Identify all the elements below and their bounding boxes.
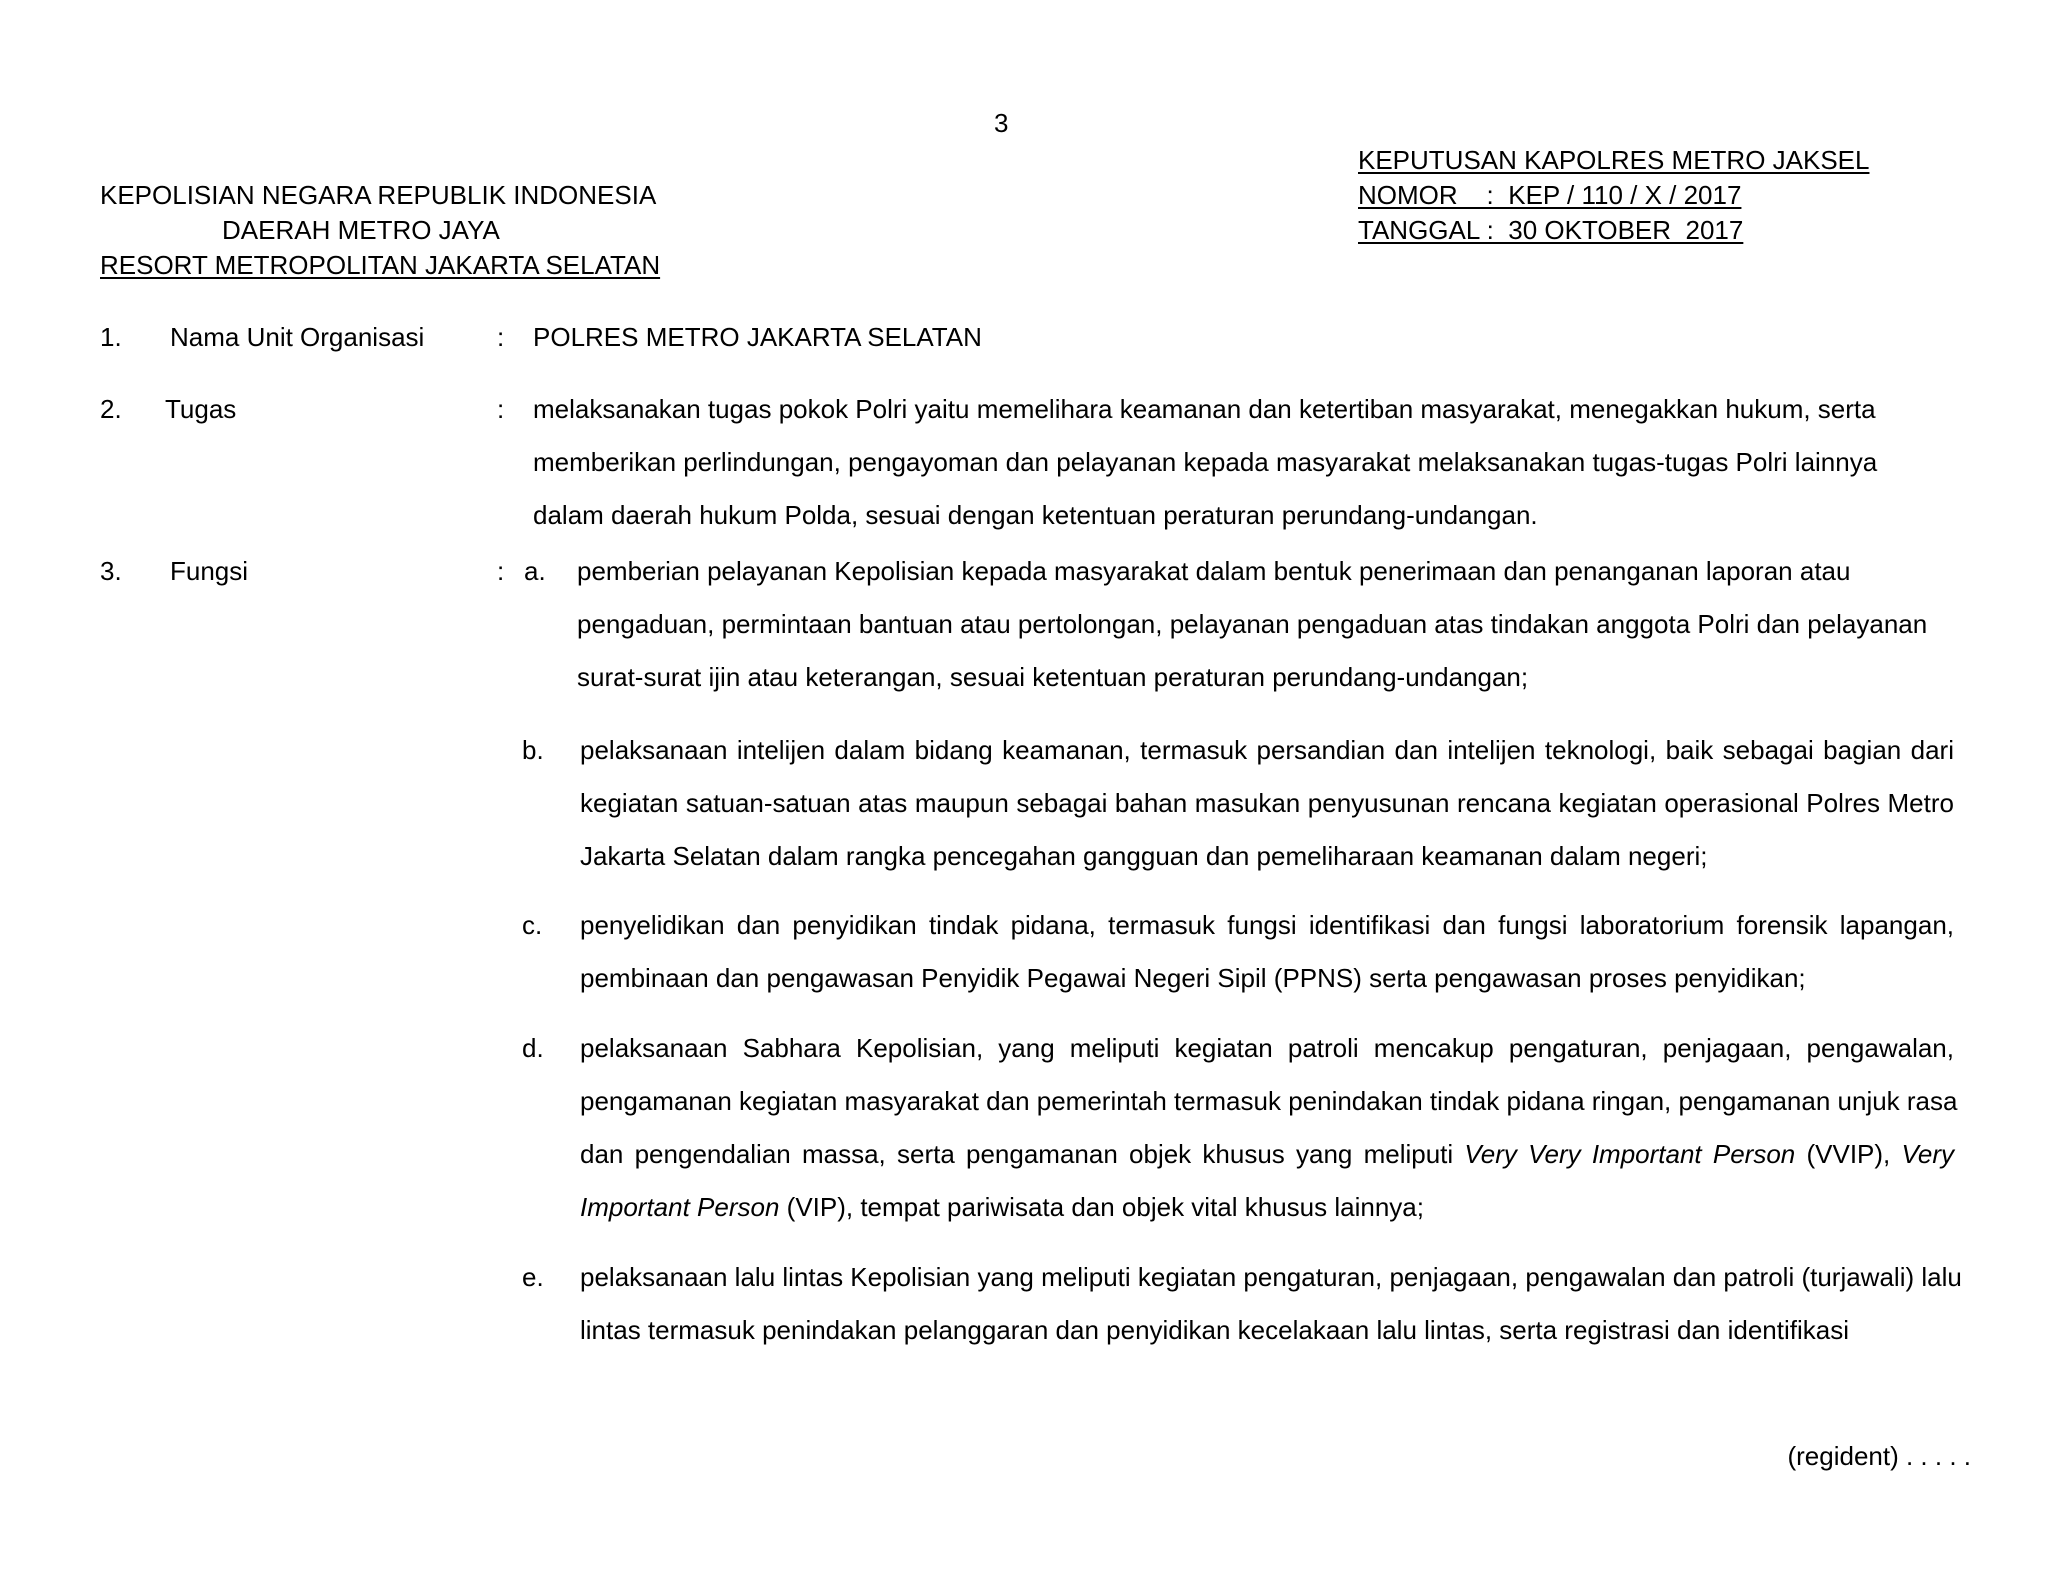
institution-name: KEPOLISIAN NEGARA REPUBLIK INDONESIA: [100, 180, 657, 210]
item-label: Nama Unit Organisasi: [170, 322, 425, 352]
text-segment: dan pengendalian massa, serta pengamanan objek khusus yang meliputi: [580, 1139, 1465, 1169]
function-text-line: pemberian pelayanan Kepolisian kepada masyarakat dalam bentuk penerimaan dan penanganan laporan atau: [577, 556, 1851, 586]
function-text-line: pengaduan, permintaan bantuan atau pertolongan, pelayanan pengaduan atas tindakan anggota Polri dan pelayanan: [577, 609, 1928, 639]
italic-term: Very: [1901, 1139, 1954, 1169]
italic-term: Very Very Important Person: [1464, 1139, 1796, 1169]
decree-date: TANGGAL : 30 OKTOBER 2017: [1358, 215, 1744, 245]
function-text-line: [580, 1192, 1954, 1223]
italic-term: Important Person: [580, 1192, 780, 1222]
function-text-line: [580, 1139, 1954, 1170]
text-segment: (VIP), tempat pariwisata dan objek vital khusus lainnya;: [779, 1192, 1424, 1222]
function-text-line: lintas termasuk penindakan pelanggaran dan penyidikan kecelakaan lalu lintas, serta registrasi dan identifikasi: [580, 1315, 1849, 1345]
item-label: Fungsi: [170, 556, 249, 586]
item-colon: :: [497, 394, 505, 424]
institution-region: DAERAH METRO JAYA: [222, 215, 500, 245]
function-text-line: surat-surat ijin atau keterangan, sesuai ketentuan peraturan perundang-undangan;: [577, 662, 1529, 692]
text-segment: (VVIP),: [1795, 1139, 1902, 1169]
unit-name-value: POLRES METRO JAKARTA SELATAN: [533, 322, 982, 352]
item-number: 2.: [100, 394, 122, 424]
page-number: 3: [994, 108, 1009, 138]
item-number: 1.: [100, 322, 122, 352]
function-letter: d.: [522, 1033, 544, 1063]
task-text-line: melaksanakan tugas pokok Polri yaitu memelihara keamanan dan ketertiban masyarakat, menegakkan hukum, serta: [533, 394, 1876, 424]
decree-title: KEPUTUSAN KAPOLRES METRO JAKSEL: [1358, 145, 1870, 175]
function-text-line: pembinaan dan pengawasan Penyidik Pegawai Negeri Sipil (PPNS) serta pengawasan proses penyidikan;: [580, 963, 1806, 993]
function-letter: c.: [522, 910, 543, 940]
function-text-line: penyelidikan dan penyidikan tindak pidana, termasuk fungsi identifikasi dan fungsi laboratorium forensik lapangan,: [580, 910, 1954, 940]
item-number: 3.: [100, 556, 122, 586]
item-colon: :: [497, 322, 505, 352]
function-text-line: pelaksanaan Sabhara Kepolisian, yang meliputi kegiatan patroli mencakup pengaturan, penjagaan, pengawalan,: [580, 1033, 1954, 1063]
continuation-marker: (regident) . . . . .: [1787, 1441, 1971, 1471]
function-text-line: pelaksanaan intelijen dalam bidang keamanan, termasuk persandian dan intelijen teknologi, baik sebagai bagian dari: [580, 735, 1954, 765]
function-letter: e.: [522, 1262, 544, 1292]
function-text-line: Jakarta Selatan dalam rangka pencegahan gangguan dan pemeliharaan keamanan dalam negeri;: [580, 841, 1708, 871]
item-label: Tugas: [165, 394, 237, 424]
function-text-line: kegiatan satuan-satuan atas maupun sebagai bahan masukan penyusunan rencana kegiatan operasional Polres Metro: [580, 788, 1954, 818]
function-text-line: pengamanan kegiatan masyarakat dan pemerintah termasuk penindakan tindak pidana ringan, pengamanan unjuk rasa: [580, 1086, 1958, 1116]
decree-number: NOMOR : KEP / 110 / X / 2017: [1358, 180, 1742, 210]
institution-resort: RESORT METROPOLITAN JAKARTA SELATAN: [100, 250, 661, 280]
function-letter: b.: [522, 735, 544, 765]
function-text-line: pelaksanaan lalu lintas Kepolisian yang meliputi kegiatan pengaturan, penjagaan, pengawalan dan patroli (turjawali) lalu: [580, 1262, 1962, 1292]
task-text-line: dalam daerah hukum Polda, sesuai dengan ketentuan peraturan perundang-undangan.: [533, 500, 1538, 530]
item-colon: :: [497, 556, 505, 586]
function-letter: a.: [524, 556, 546, 586]
task-text-line: memberikan perlindungan, pengayoman dan pelayanan kepada masyarakat melaksanakan tugas-tugas Polri lainnya: [533, 447, 1878, 477]
